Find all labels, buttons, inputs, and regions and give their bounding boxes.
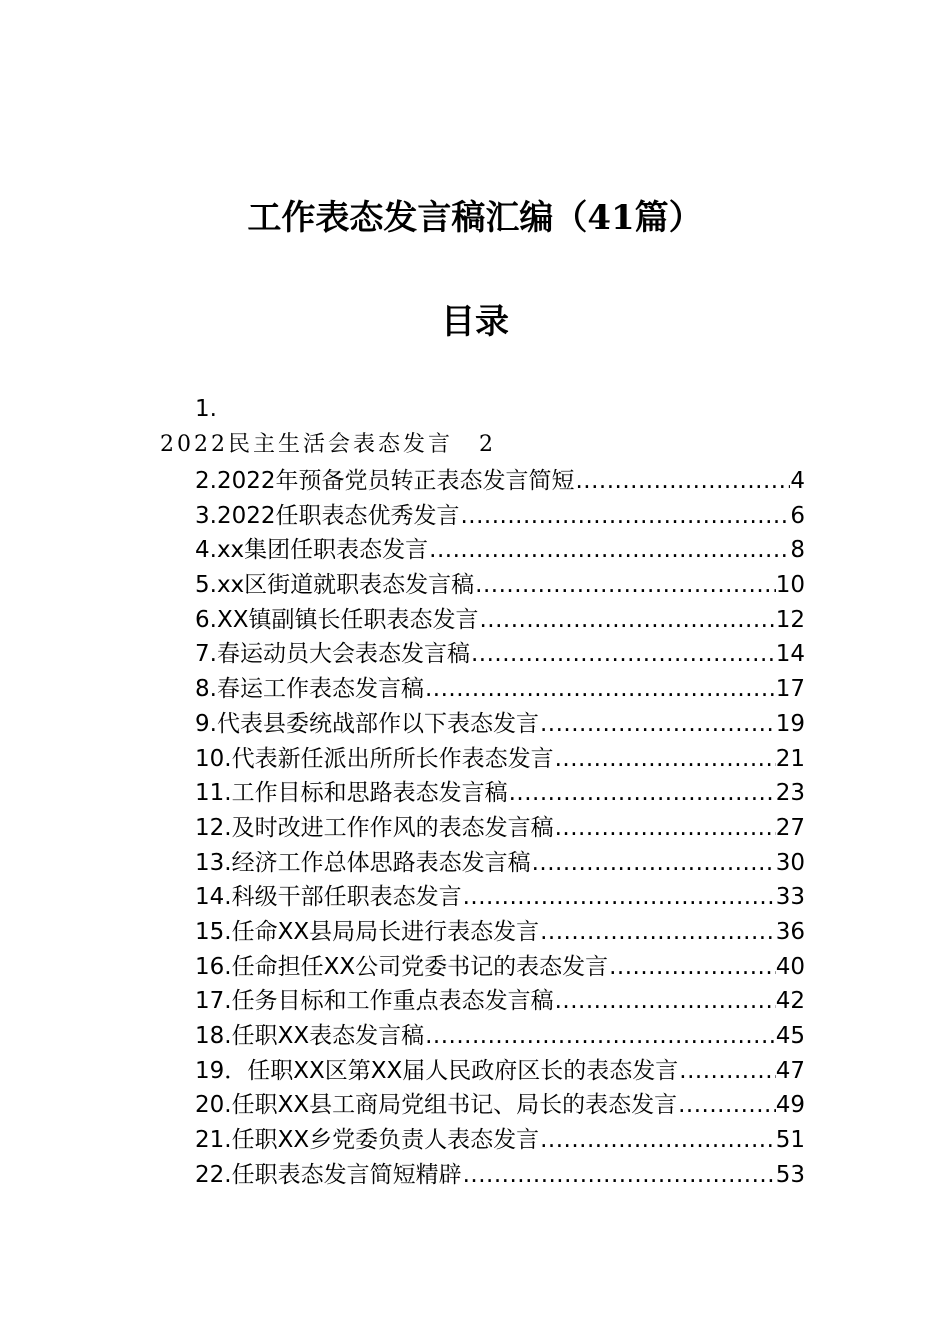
toc-leader-dots — [539, 1123, 776, 1158]
toc-entry-page: 17 — [775, 676, 805, 703]
toc-leader-dots — [677, 1088, 776, 1123]
toc-entry-label: 10.代表新任派出所所长作表态发言 — [195, 745, 554, 772]
toc-entry-page: 23 — [775, 780, 805, 807]
toc-list — [195, 464, 805, 1192]
toc-entry-label: 8.春运工作表态发言稿 — [195, 676, 424, 703]
toc-entry-page: 36 — [775, 918, 805, 945]
toc-entry-label: 17.任务目标和工作重点表态发言稿 — [195, 988, 554, 1015]
document-title: 工作表态发言稿汇编（41篇） — [247, 198, 703, 238]
toc-entry-page: 6 — [790, 502, 805, 529]
toc-entry-page: 45 — [775, 1023, 805, 1049]
toc-leader-dots — [531, 846, 776, 881]
toc-entry-label: 5.xx区街道就职表态发言稿 — [195, 572, 475, 599]
toc-leader-dots — [424, 672, 776, 707]
toc-leader-dots — [474, 568, 776, 603]
toc-entry-label: 22.任职表态发言简短精辟 — [195, 1161, 462, 1188]
toc-entry[interactable] — [195, 672, 805, 707]
toc-entry-page: 49 — [775, 1092, 805, 1119]
toc-entry-page: 14 — [775, 641, 805, 668]
toc-entry[interactable] — [195, 603, 805, 638]
toc-entry-page: 21 — [775, 745, 805, 772]
toc-entry-label: 4.xx集团任职表态发言 — [195, 537, 429, 564]
toc-entry-page: 51 — [775, 1127, 805, 1154]
toc-entry-1[interactable] — [160, 428, 493, 462]
toc-leader-dots — [470, 637, 776, 672]
toc-leader-dots — [554, 742, 776, 777]
toc-leader-dots — [428, 533, 790, 568]
toc-entry-label: 21.任职XX乡党委负责人表态发言 — [195, 1127, 540, 1154]
toc-entry-label: 6.XX镇副镇长任职表态发言 — [195, 606, 479, 633]
toc-entry[interactable] — [195, 533, 805, 568]
toc-entry[interactable] — [195, 1123, 805, 1158]
toc-entry[interactable] — [195, 880, 805, 915]
toc-entry-page: 4 — [790, 468, 805, 494]
toc-entry-label: 11.工作目标和思路表态发言稿 — [195, 780, 508, 807]
toc-entry-page: 33 — [775, 884, 805, 911]
toc-entry-1-page: 2 — [479, 432, 493, 457]
toc-leader-dots — [508, 776, 776, 811]
toc-entry-label: 20.任职XX县工商局党组书记、局长的表态发言 — [195, 1092, 678, 1119]
toc-leader-dots — [539, 915, 776, 950]
toc-entry-label: 16.任命担任XX公司党委书记的表态发言 — [195, 953, 609, 980]
toc-leader-dots — [424, 1019, 776, 1054]
toc-entry-page: 30 — [775, 849, 805, 876]
toc-entry-page: 10 — [775, 572, 805, 599]
toc-entry-label: 14.科级干部任职表态发言 — [195, 884, 462, 911]
toc-entry[interactable] — [195, 499, 805, 534]
toc-entry-page: 47 — [775, 1057, 805, 1084]
toc-entry[interactable] — [195, 568, 805, 603]
toc-entry[interactable] — [195, 811, 805, 846]
toc-entry-label: 19．任职XX区第XX届人民政府区长的表态发言 — [195, 1057, 679, 1084]
toc-entry-page: 19 — [775, 710, 805, 737]
toc-leader-dots — [539, 707, 776, 742]
toc-entry-label: 18.任职XX表态发言稿 — [195, 1023, 425, 1049]
toc-heading: 目录 — [441, 302, 509, 342]
toc-leader-dots — [462, 880, 776, 915]
toc-leader-dots — [608, 950, 776, 985]
toc-entry[interactable] — [195, 1054, 805, 1089]
toc-entry[interactable] — [195, 637, 805, 672]
toc-entry[interactable] — [195, 984, 805, 1019]
toc-leader-dots — [459, 499, 790, 534]
toc-entry[interactable] — [195, 776, 805, 811]
toc-entry-page: 42 — [775, 988, 805, 1015]
toc-entry[interactable] — [195, 846, 805, 881]
toc-entry-1-number[interactable]: 1. — [195, 396, 217, 422]
toc-entry[interactable] — [195, 950, 805, 985]
toc-entry-label: 15.任命XX县局局长进行表态发言 — [195, 918, 540, 945]
toc-leader-dots — [574, 464, 790, 499]
toc-entry-label: 3.2022任职表态优秀发言 — [195, 502, 460, 529]
toc-entry-page: 27 — [775, 814, 805, 841]
toc-entry-label: 7.春运动员大会表态发言稿 — [195, 641, 470, 668]
toc-entry[interactable] — [195, 915, 805, 950]
toc-entry-1-title: 2022民主生活会表态发言 — [160, 432, 453, 457]
toc-entry[interactable] — [195, 742, 805, 777]
toc-entry[interactable] — [195, 1158, 805, 1193]
toc-entry-label: 9.代表县委统战部作以下表态发言 — [195, 710, 539, 737]
toc-entry[interactable] — [195, 707, 805, 742]
toc-entry[interactable] — [195, 1088, 805, 1123]
toc-leader-dots — [462, 1158, 776, 1193]
toc-leader-dots — [554, 984, 776, 1019]
toc-leader-dots — [678, 1054, 775, 1089]
toc-entry[interactable] — [195, 464, 805, 499]
toc-entry-label: 13.经济工作总体思路表态发言稿 — [195, 849, 531, 876]
toc-entry-page: 53 — [775, 1161, 805, 1188]
toc-entry-page: 12 — [775, 606, 805, 633]
toc-entry-page: 8 — [790, 537, 805, 564]
toc-entry[interactable] — [195, 1019, 805, 1054]
toc-entry-label: 12.及时改进工作作风的表态发言稿 — [195, 814, 554, 841]
toc-entry-page: 40 — [775, 953, 805, 980]
toc-leader-dots — [478, 603, 775, 638]
toc-entry-label: 2.2022年预备党员转正表态发言简短 — [195, 468, 575, 494]
toc-leader-dots — [554, 811, 776, 846]
